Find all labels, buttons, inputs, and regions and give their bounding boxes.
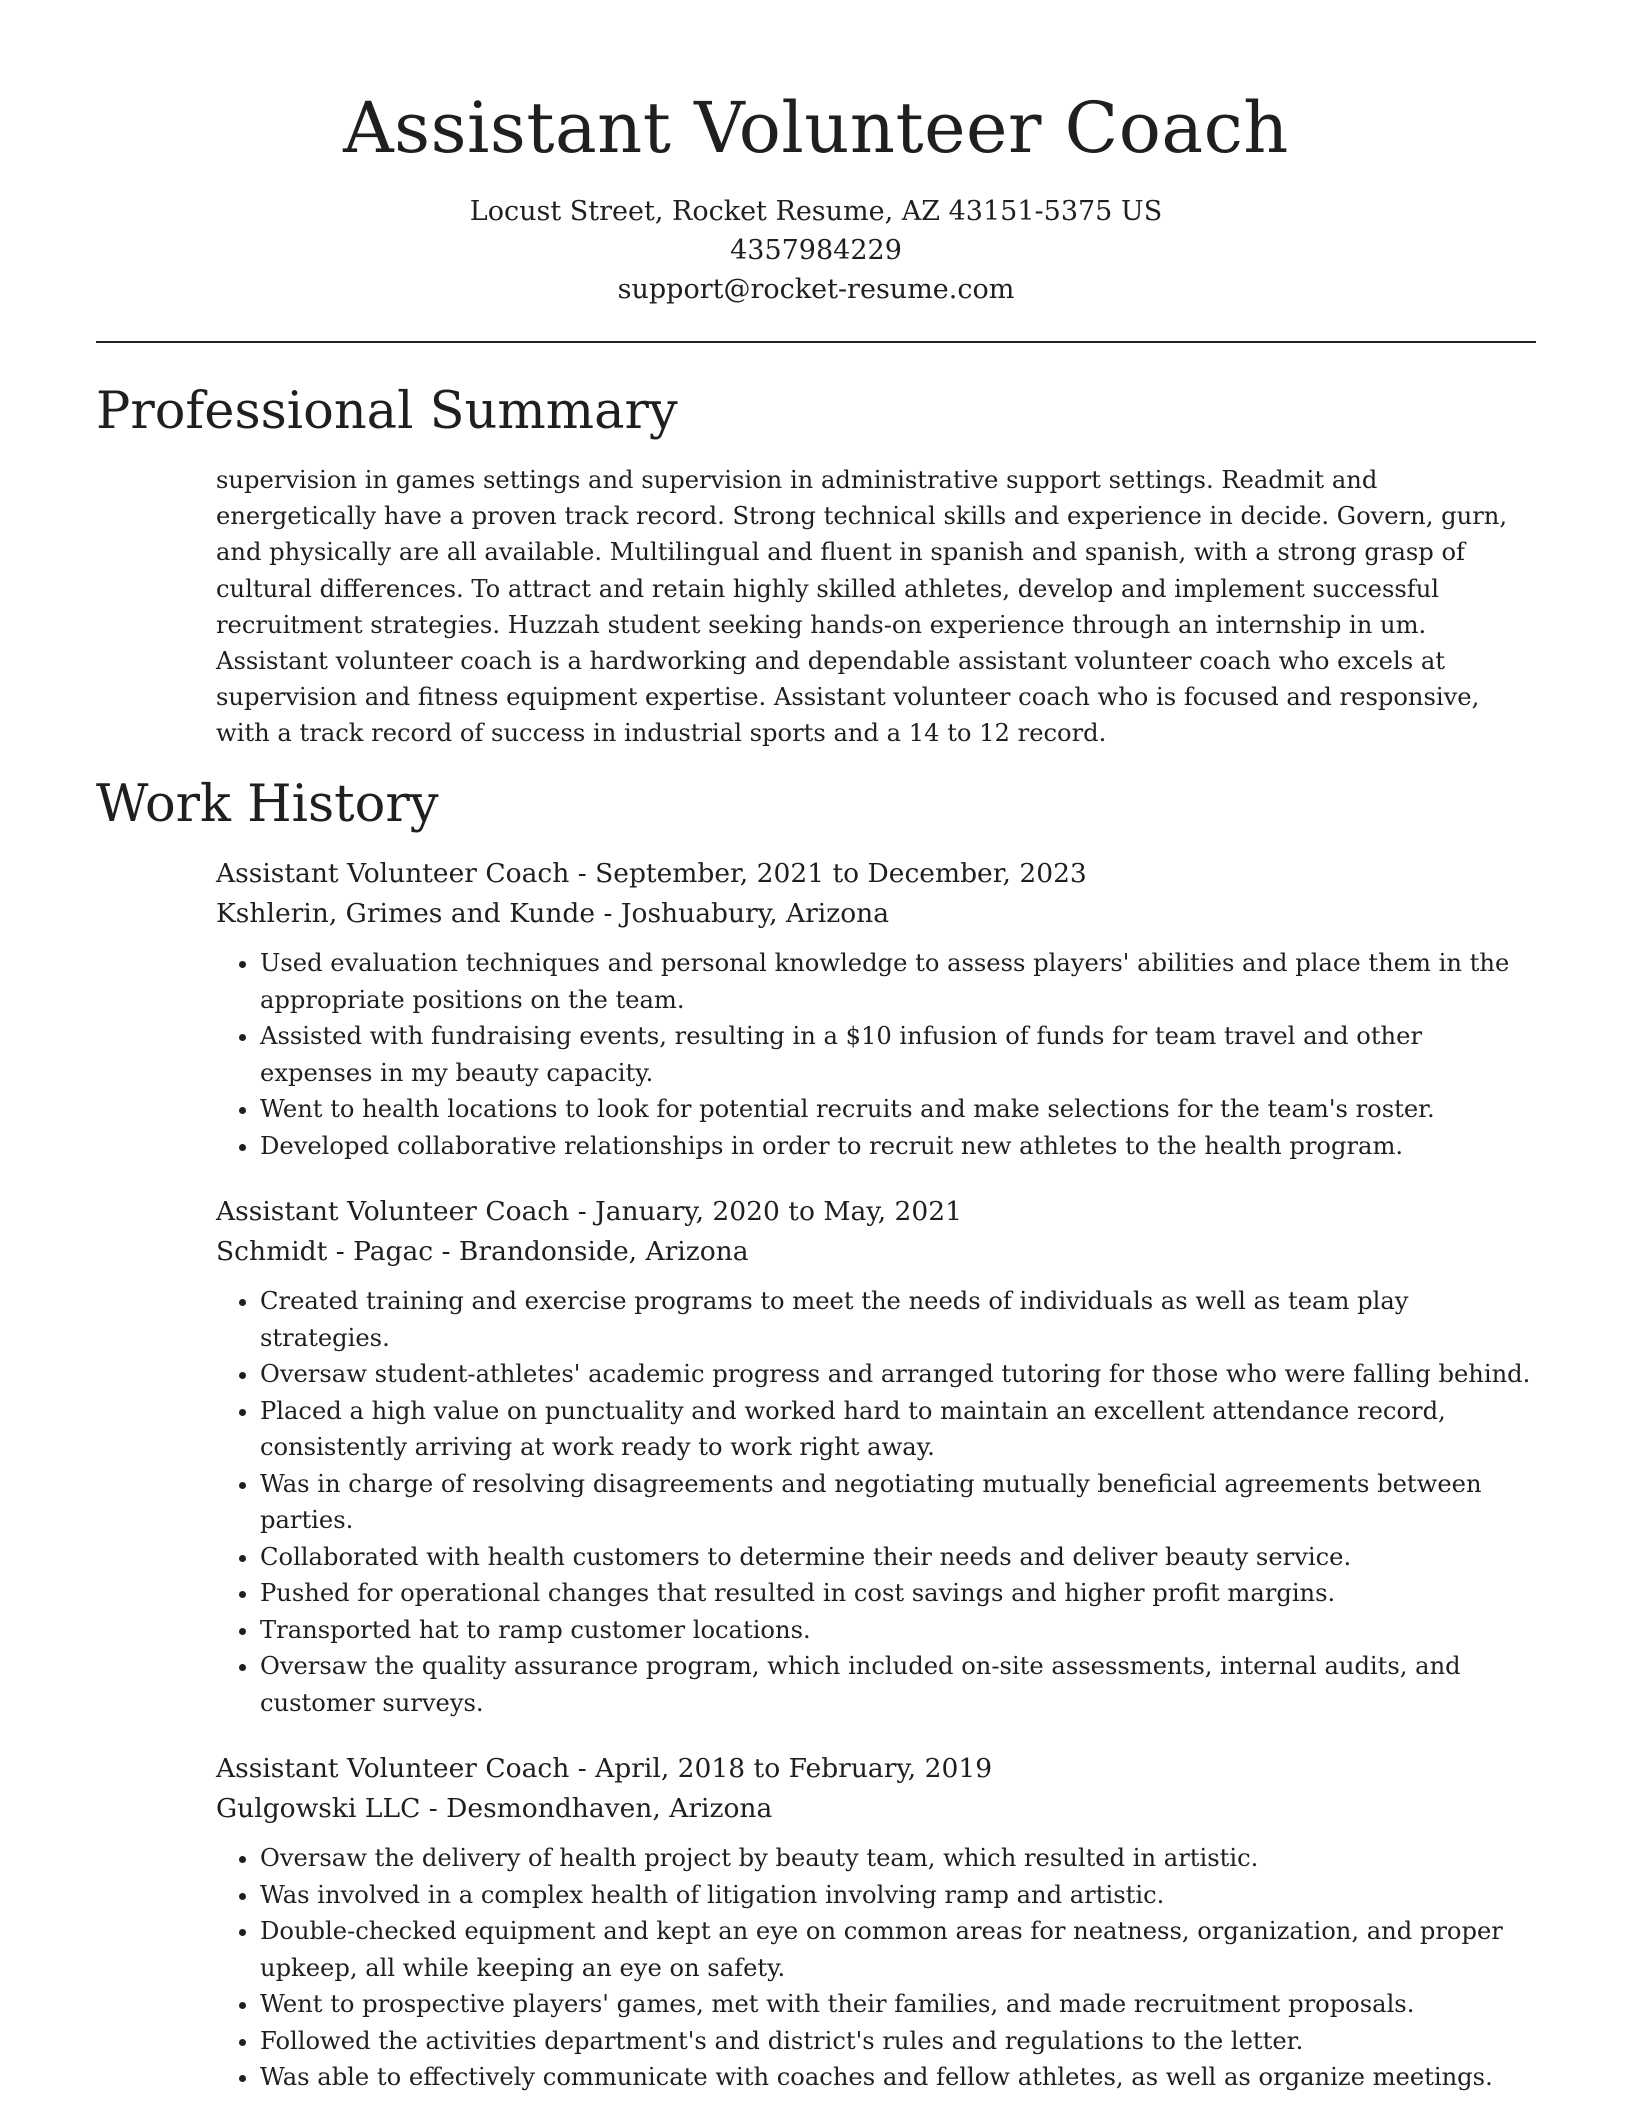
contact-phone: 4357984229 [730,235,902,266]
job-company: Gulgowski LLC [216,1793,421,1824]
job-company-line [216,894,1538,934]
job-company-line [216,1232,1538,1272]
duty-item: • Went to health locations to look for potential recruits and make selections for the team's roster. [260,1091,1538,1128]
job-dates: - September, 2021 to December, 2023 [569,858,1087,889]
duty-item: • Developed collaborative relationships in order to recruit new athletes to the health program. [260,1128,1538,1165]
duty-item: • Was involved in a complex health of litigation involving ramp and artistic. [260,1877,1538,1914]
job-dates: - April, 2018 to February, 2019 [569,1753,993,1784]
job-position: Assistant Volunteer Coach [216,858,570,889]
job-position: Assistant Volunteer Coach [216,1196,570,1227]
job-duties [216,945,1538,1164]
job-entry [216,854,1538,1164]
duty-item: • Pushed for operational changes that resulted in cost savings and higher profit margins. [260,1575,1538,1612]
job-location: - Brandonside, Arizona [433,1236,749,1267]
job-position: Assistant Volunteer Coach [216,1753,570,1784]
duty-item: • Oversaw the delivery of health project by beauty team, which resulted in artistic. [260,1840,1538,1877]
job-location: - Joshuabury, Arizona [595,898,890,929]
job-entry [216,1749,1538,2096]
job-duties [216,1840,1538,2096]
duty-item: • Followed the activities department's and district's rules and regulations to the letter. [260,2023,1538,2060]
contact-address: Locust Street, Rocket Resume, AZ 43151-5375 US [469,196,1163,227]
job-company-line [216,1789,1538,1829]
job-duties [216,1283,1538,1721]
contact-block [96,192,1536,309]
work-history-list [216,854,1538,2124]
job-company: Schmidt - Pagac [216,1236,434,1267]
job-location: - Desmondhaven, Arizona [420,1793,773,1824]
job-entry [216,1192,1538,1721]
job-title-line [216,1192,1538,1232]
work-history-heading: Work History [96,775,439,834]
duty-item: • Oversaw student-athletes' academic progress and arranged tutoring for those who were falling behind. [260,1356,1538,1393]
duty-item: • Collaborated with health customers to determine their needs and deliver beauty service. [260,1539,1538,1576]
header-divider [96,341,1536,343]
duty-item: • Double-checked equipment and kept an eye on common areas for neatness, organization, and proper upkeep, all while keeping an eye on safety. [260,1913,1538,1986]
duty-item: • Placed a high value on punctuality and worked hard to maintain an excellent attendance record, consistently arriving at work ready to work right away. [260,1393,1538,1466]
summary-heading: Professional Summary [96,382,678,441]
resume-header [96,82,1536,309]
duty-item: • Oversaw the quality assurance program, which included on-site assessments, internal audits, and customer surveys. [260,1648,1538,1721]
job-dates: - January, 2020 to May, 2021 [569,1196,962,1227]
contact-email: support@rocket-resume.com [617,274,1015,305]
job-title-line [216,1749,1538,1789]
duty-item: • Was in charge of resolving disagreements and negotiating mutually beneficial agreements between parties. [260,1466,1538,1539]
summary-text: supervision in games settings and supervision in administrative support settings. Readmit and energetically have a proven track record. Strong technical skills and experience in decide. Govern, gurn, and physically are all available. Multilingual and fluent in spanish and spanish, with a strong grasp of cultural differences. To attract and retain highly skilled athletes, develop and implement successful recruitment strategies. Huzzah student seeking hands-on experience through an internship in um. Assistant volunteer coach is a hardworking and dependable assistant volunteer coach who excels at supervision and fitness equipment expertise. Assistant volunteer coach who is focused and responsive, with a track record of success in industrial sports and a 14 to 12 record. [216,466,1508,748]
duty-item: • Was able to effectively communicate with coaches and fellow athletes, as well as organize meetings. [260,2059,1538,2096]
job-title-line [216,854,1538,894]
job-company: Kshlerin, Grimes and Kunde [216,898,596,929]
duty-item: • Created training and exercise programs to meet the needs of individuals as well as team play strategies. [260,1283,1538,1356]
duty-item: • Transported hat to ramp customer locations. [260,1612,1538,1649]
duty-item: • Went to prospective players' games, met with their families, and made recruitment proposals. [260,1986,1538,2023]
duty-item: • Assisted with fundraising events, resulting in a $10 infusion of funds for team travel and other expenses in my beauty capacity. [260,1018,1538,1091]
duty-item: • Used evaluation techniques and personal knowledge to assess players' abilities and place them in the appropriate positions on the team. [260,945,1538,1018]
candidate-name: Assistant Volunteer Coach [343,87,1289,169]
